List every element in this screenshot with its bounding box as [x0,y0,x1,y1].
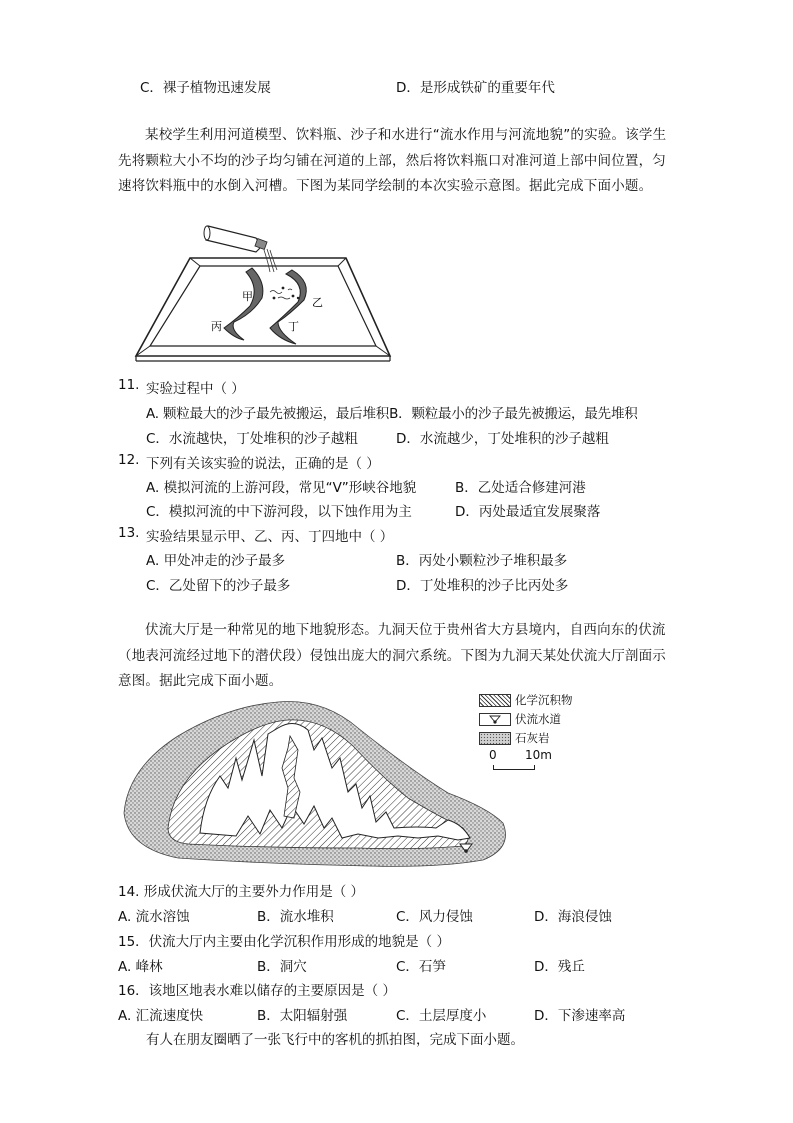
q16-option-d: D．下渗速率高 [534,1008,626,1024]
q16-option-a: A. 汇流速度快 [118,1008,204,1024]
q13-option-d: D．丁处堆积的沙子比丙处多 [396,578,569,594]
label-jia: 甲 [242,290,253,303]
legend-label-limestone: 石灰岩 [515,731,550,745]
q13-option-a: A. 甲处冲走的沙子最多 [146,553,286,569]
q14-option-a: A. 流水溶蚀 [118,909,190,925]
q12-num: 12. [118,452,140,468]
legend-channel-swatch [479,713,511,726]
q13-stem: 实验结果显示甲、乙、丙、丁四地中（ ） [146,529,394,545]
label-yi: 乙 [312,296,323,309]
legend-dots-swatch [479,732,511,745]
q11-option-ab: A. 颗粒最大的沙子最先被搬运，最后堆积B．颗粒最小的沙子最先被搬运，最先堆积 [146,406,638,422]
passage-3: 有人在朋友圈晒了一张飞行中的客机的抓拍图，完成下面小题。 [146,1032,524,1048]
figure-river-model [128,218,400,370]
passage-1: 某校学生利用河道模型、饮料瓶、沙子和水进行“流水作用与河流地貌”的实验。该学生先将颗粒大小不均的沙子均匀铺在河道的上部，然后将饮料瓶口对准河道上部中间位置，匀速将饮料瓶中的水倒入河槽。下图为某同学绘制的本次实验示意图。据此完成下面小题。 [118,127,667,194]
q12-option-b: B．乙处适合修建河港 [455,480,586,496]
passage-2: 伏流大厅是一种常见的地下地貌形态。九洞天位于贵州省大方县境内，自西向东的伏流（地表河流经过地下的潜伏段）侵蚀出庞大的洞穴系统。下图为九洞天某处伏流大厅剖面示意图。据此完成下面小题。 [118,622,666,689]
q15-stem: 15．伏流大厅内主要由化学沉积作用形成的地貌是（ ） [118,934,450,950]
q14-stem: 14. 形成伏流大厅的主要外力作用是（ ） [118,884,365,900]
q14-option-c: C．风力侵蚀 [396,909,473,925]
option-d-top: D．是形成铁矿的重要年代 [396,80,555,96]
scale-zero: 0 [489,748,497,762]
bottle-icon [204,226,267,252]
q11-stem: 实验过程中（ ） [146,381,245,397]
q16-option-c: C．土层厚度小 [396,1008,487,1024]
q13-option-b: B．丙处小颗粒沙子堆积最多 [396,553,568,569]
q16-stem: 16．该地区地表水难以储存的主要原因是（ ） [118,983,396,999]
scale-bar [493,765,535,770]
q12-option-c: C．模拟河流的中下游河段，以下蚀作用为主 [146,504,412,520]
q15-option-d: D．残丘 [534,959,585,975]
legend-label-chemical: 化学沉积物 [515,693,573,707]
q15-option-c: C．石笋 [396,959,446,975]
q16-option-b: B．太阳辐射强 [257,1008,348,1024]
q13-num: 13. [118,525,140,541]
q12-option-a: A. 模拟河流的上游河段，常见“V”形峡谷地貌 [146,480,417,496]
q15-option-a: A. 峰林 [118,959,163,975]
q11-option-c: C．水流越快，丁处堆积的沙子越粗 [146,431,358,447]
legend-hatch-swatch [479,694,511,707]
label-ding: 丁 [288,320,299,333]
q14-option-b: B．流水堆积 [257,909,334,925]
q14-option-d: D．海浪侵蚀 [534,909,612,925]
scale-label: 10m [525,748,552,762]
q13-option-c: C．乙处留下的沙子最多 [146,578,291,594]
option-c-top: C．裸子植物迅速发展 [140,80,271,96]
q11-num: 11. [118,377,140,393]
label-bing: 丙 [211,320,222,333]
q12-stem: 下列有关该实验的说法，正确的是（ ） [146,456,380,472]
q12-option-d: D．丙处最适宜发展聚落 [455,504,601,520]
q15-option-b: B．洞穴 [257,959,307,975]
channel-marker-icon [480,714,510,725]
q11-option-d: D．水流越少，丁处堆积的沙子越粗 [396,431,609,447]
legend-label-channel: 伏流水道 [515,712,561,726]
